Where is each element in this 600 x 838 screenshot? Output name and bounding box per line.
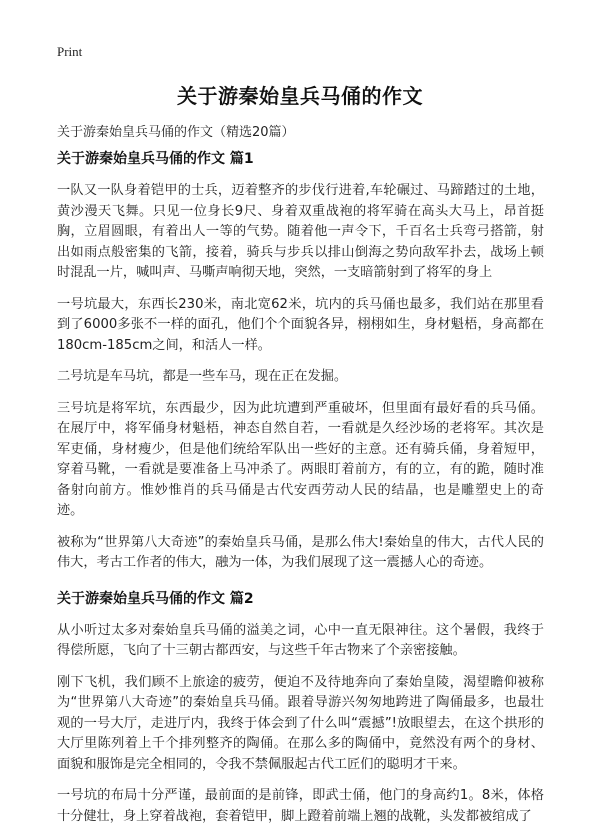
paragraph: 三号坑是将军坑，东西最少，因为此坑遭到严重破坏，但里面有最好看的兵马俑。在展厅中，将军俑身材魁梧，神态自然自若，一看就是久经沙场的老将军。其次是军吏俑，身材瘦少，但是他们统给军队出一些好的主意。还有骑兵俑，身着短甲，穿着马靴，一看就是要准备上马冲杀了。两眼盯着前方，有的立，有的跪，随时准备射向前方。惟妙惟肖的兵马俑是古代安西劳动人民的结晶，也是雕塑史上的奇迹。 — [57, 400, 544, 518]
article-body — [57, 150, 544, 838]
paragraph: 一队又一队身着铠甲的士兵，迈着整齐的步伐行进着,车轮碾过、马蹄踏过的土地，黄沙漫天飞舞。只见一位身长9尺、身着双重战袍的将军骑在高头大马上，昂首挺胸，立眉圆眼，有着出人一等的气势。随着他一声令下，千百名士兵弯弓搭箭，射出如雨点般密集的飞箭，接着，骑兵与步兵以排山倒海之势向敌军扑去，战场上顿时混乱一片，喊叫声、马嘶声响彻天地，突然，一支暗箭射到了将军的身上 — [57, 183, 544, 280]
section-1 — [57, 150, 544, 574]
paragraph: 刚下飞机，我们顾不上旅途的疲劳，便迫不及待地奔向了秦始皇陵，渴望瞻仰被称为“世界第八大奇迹”的秦始皇兵马俑。跟着导游兴匆匆地跨进了陶俑最多，也最壮观的一号大厅，走进厅内，我终于体会到了什么叫“震撼”!放眼望去，在这个拱形的大厅里陈列着上千个排列整齐的陶俑。在那么多的陶俑中，竟然没有两个的身材、面貌和服饰是完全相同的，令我不禁佩服起古代工匠们的聪明才干来。 — [57, 674, 544, 772]
paragraph: 从小听过太多对秦始皇兵马俑的溢美之词，心中一直无限神往。这个暑假，我终于得偿所愿，飞向了十三朝古都西安，与这些千年古物来了个亲密接触。 — [57, 622, 544, 658]
section-heading: 关于游秦始皇兵马俑的作文 篇2 — [57, 590, 254, 607]
page-title: 关于游秦始皇兵马俑的作文 — [177, 84, 423, 108]
print-link[interactable]: Print — [57, 44, 83, 59]
section-heading: 关于游秦始皇兵马俑的作文 篇1 — [57, 151, 254, 167]
paragraph: 一号坑的布局十分严谨，最前面的是前锋，即武士俑，他门的身高约1。8米，体格十分健壮，身上穿着战袍，套着铠甲，脚上蹬着前端上翘的战靴，头发都被绾成了 — [57, 788, 544, 824]
section-2 — [57, 590, 544, 828]
paragraph: 被称为“世界第八大奇迹”的秦始皇兵马俑，是那么伟大!秦始皇的伟大，古代人民的伟大，考古工作者的伟大，融为一体，为我们展现了这一震撼人心的奇迹。 — [57, 534, 544, 570]
paragraph: 二号坑是车马坑，都是一些车马，现在正在发掘。 — [57, 369, 348, 384]
document-subtitle: 关于游秦始皇兵马俑的作文（精选20篇） — [57, 125, 295, 140]
paragraph: 一号坑最大，东西长230米，南北宽62米，坑内的兵马俑也最多，我们站在那里看到了6000多张不一样的面孔，他们个个面貌各异，栩栩如生，身材魁梧，身高都在180cm-185cm之间，和活人一样。 — [57, 296, 544, 353]
